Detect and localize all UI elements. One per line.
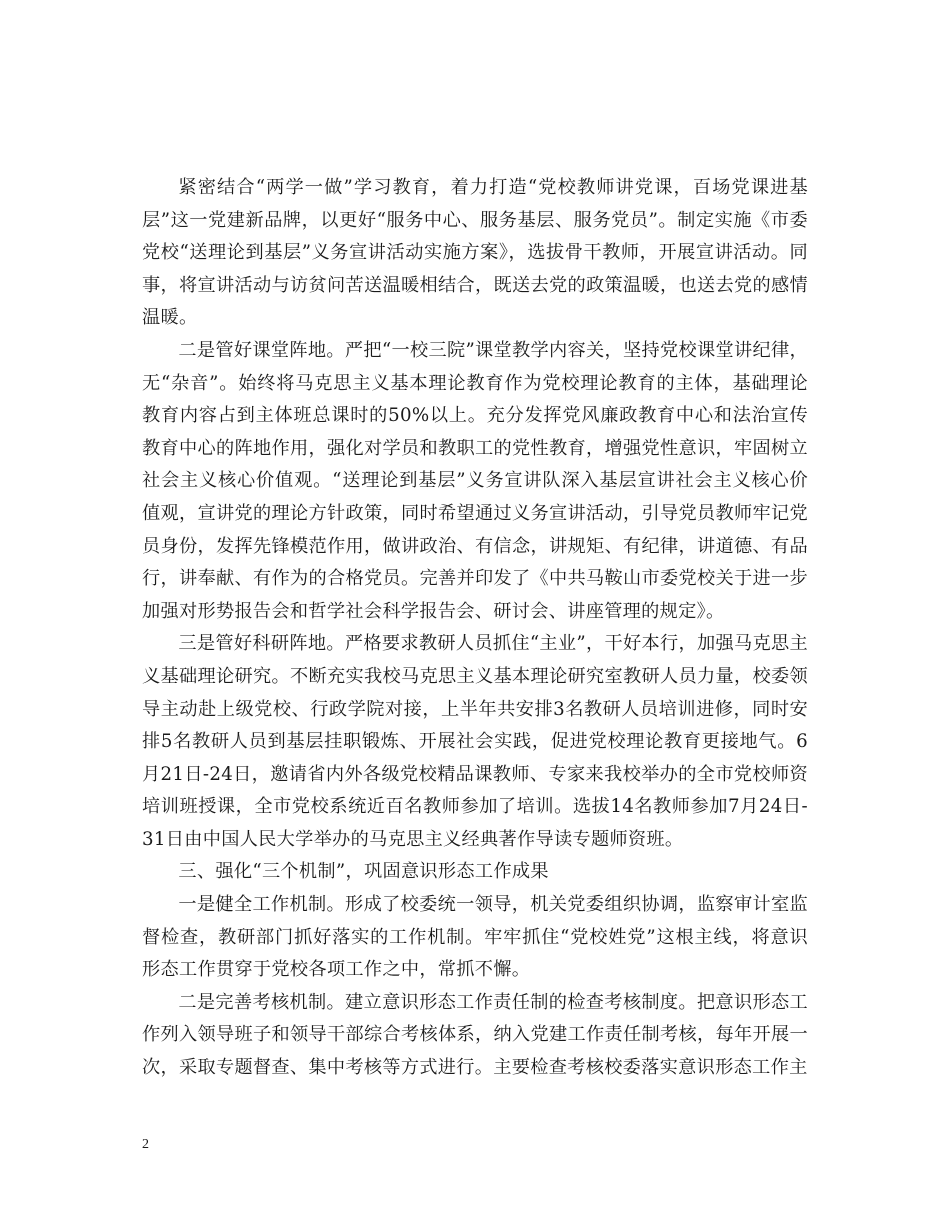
paragraph-6: 二是完善考核机制。建立意识形态工作责任制的检查考核制度。把意识形态工作列入领导班子和领导干部综合考核体系，纳入党建工作责任制考核，每年开展一次，采取专题督查、集中考核等方式进行。主要检查考核校委落实意识形态工作主	[142, 991, 808, 1079]
paragraph-5: 一是健全工作机制。形成了校委统一领导，机关党委组织协调，监察审计室监督检查，教研部门抓好落实的工作机制。牢牢抓住“党校姓党”这根主线，将意识形态工作贯穿于党校各项工作之中，常抓不懈。	[142, 894, 808, 981]
document-page	[142, 172, 808, 1085]
section-heading: 三、强化“三个机制”，巩固意识形态工作成果	[178, 861, 549, 883]
page-number: 2	[142, 1137, 149, 1152]
paragraph-3: 三是管好科研阵地。严格要求教研人员抓住“主业”，干好本行，加强马克思主义基础理论研究。不断充实我校马克思主义基本理论研究室教研人员力量，校委领导主动赴上级党校、行政学院对接，上半年共安排3名教研人员培训进修，同时安排5名教研人员到基层挂职锻炼、开展社会实践，促进党校理论教育更接地气。6月21日-24日，邀请省内外各级党校精品课教师、专家来我校举办的全市党校师资培训班授课，全市党校系统近百名教师参加了培训。选拔14名教师参加7月24日-31日由中国人民大学举办的马克思主义经典著作导读专题师资班。	[142, 633, 808, 850]
paragraph-1: 紧密结合“两学一做”学习教育，着力打造“党校教师讲党课，百场党课进基层”这一党建新品牌，以更好“服务中心、服务基层、服务党员”。制定实施《市委党校“送理论到基层”义务宣讲活动实施方案》，选拔骨干教师，开展宣讲活动。同事，将宣讲活动与访贫问苦送温暖相结合，既送去党的政策温暖，也送去党的感情温暖。	[142, 177, 808, 329]
paragraph-2: 二是管好课堂阵地。严把“一校三院”课堂教学内容关，坚持党校课堂讲纪律，无“杂音”。始终将马克思主义基本理论教育作为党校理论教育的主体，基础理论教育内容占到主体班总课时的50%以上。充分发挥党风廉政教育中心和法治宣传教育中心的阵地作用，强化对学员和教职工的党性教育，增强党性意识，牢固树立社会主义核心价值观。“送理论到基层”义务宣讲队深入基层宣讲社会主义核心价值观，宣讲党的理论方针政策，同时希望通过义务宣讲活动，引导党员教师牢记党员身份，发挥先锋模范作用，做讲政治、有信念，讲规矩、有纪律，讲道德、有品行，讲奉献、有作为的合格党员。完善并印发了《中共马鞍山市委党校关于进一步加强对形势报告会和哲学社会科学报告会、研讨会、讲座管理的规定》。	[142, 339, 808, 622]
